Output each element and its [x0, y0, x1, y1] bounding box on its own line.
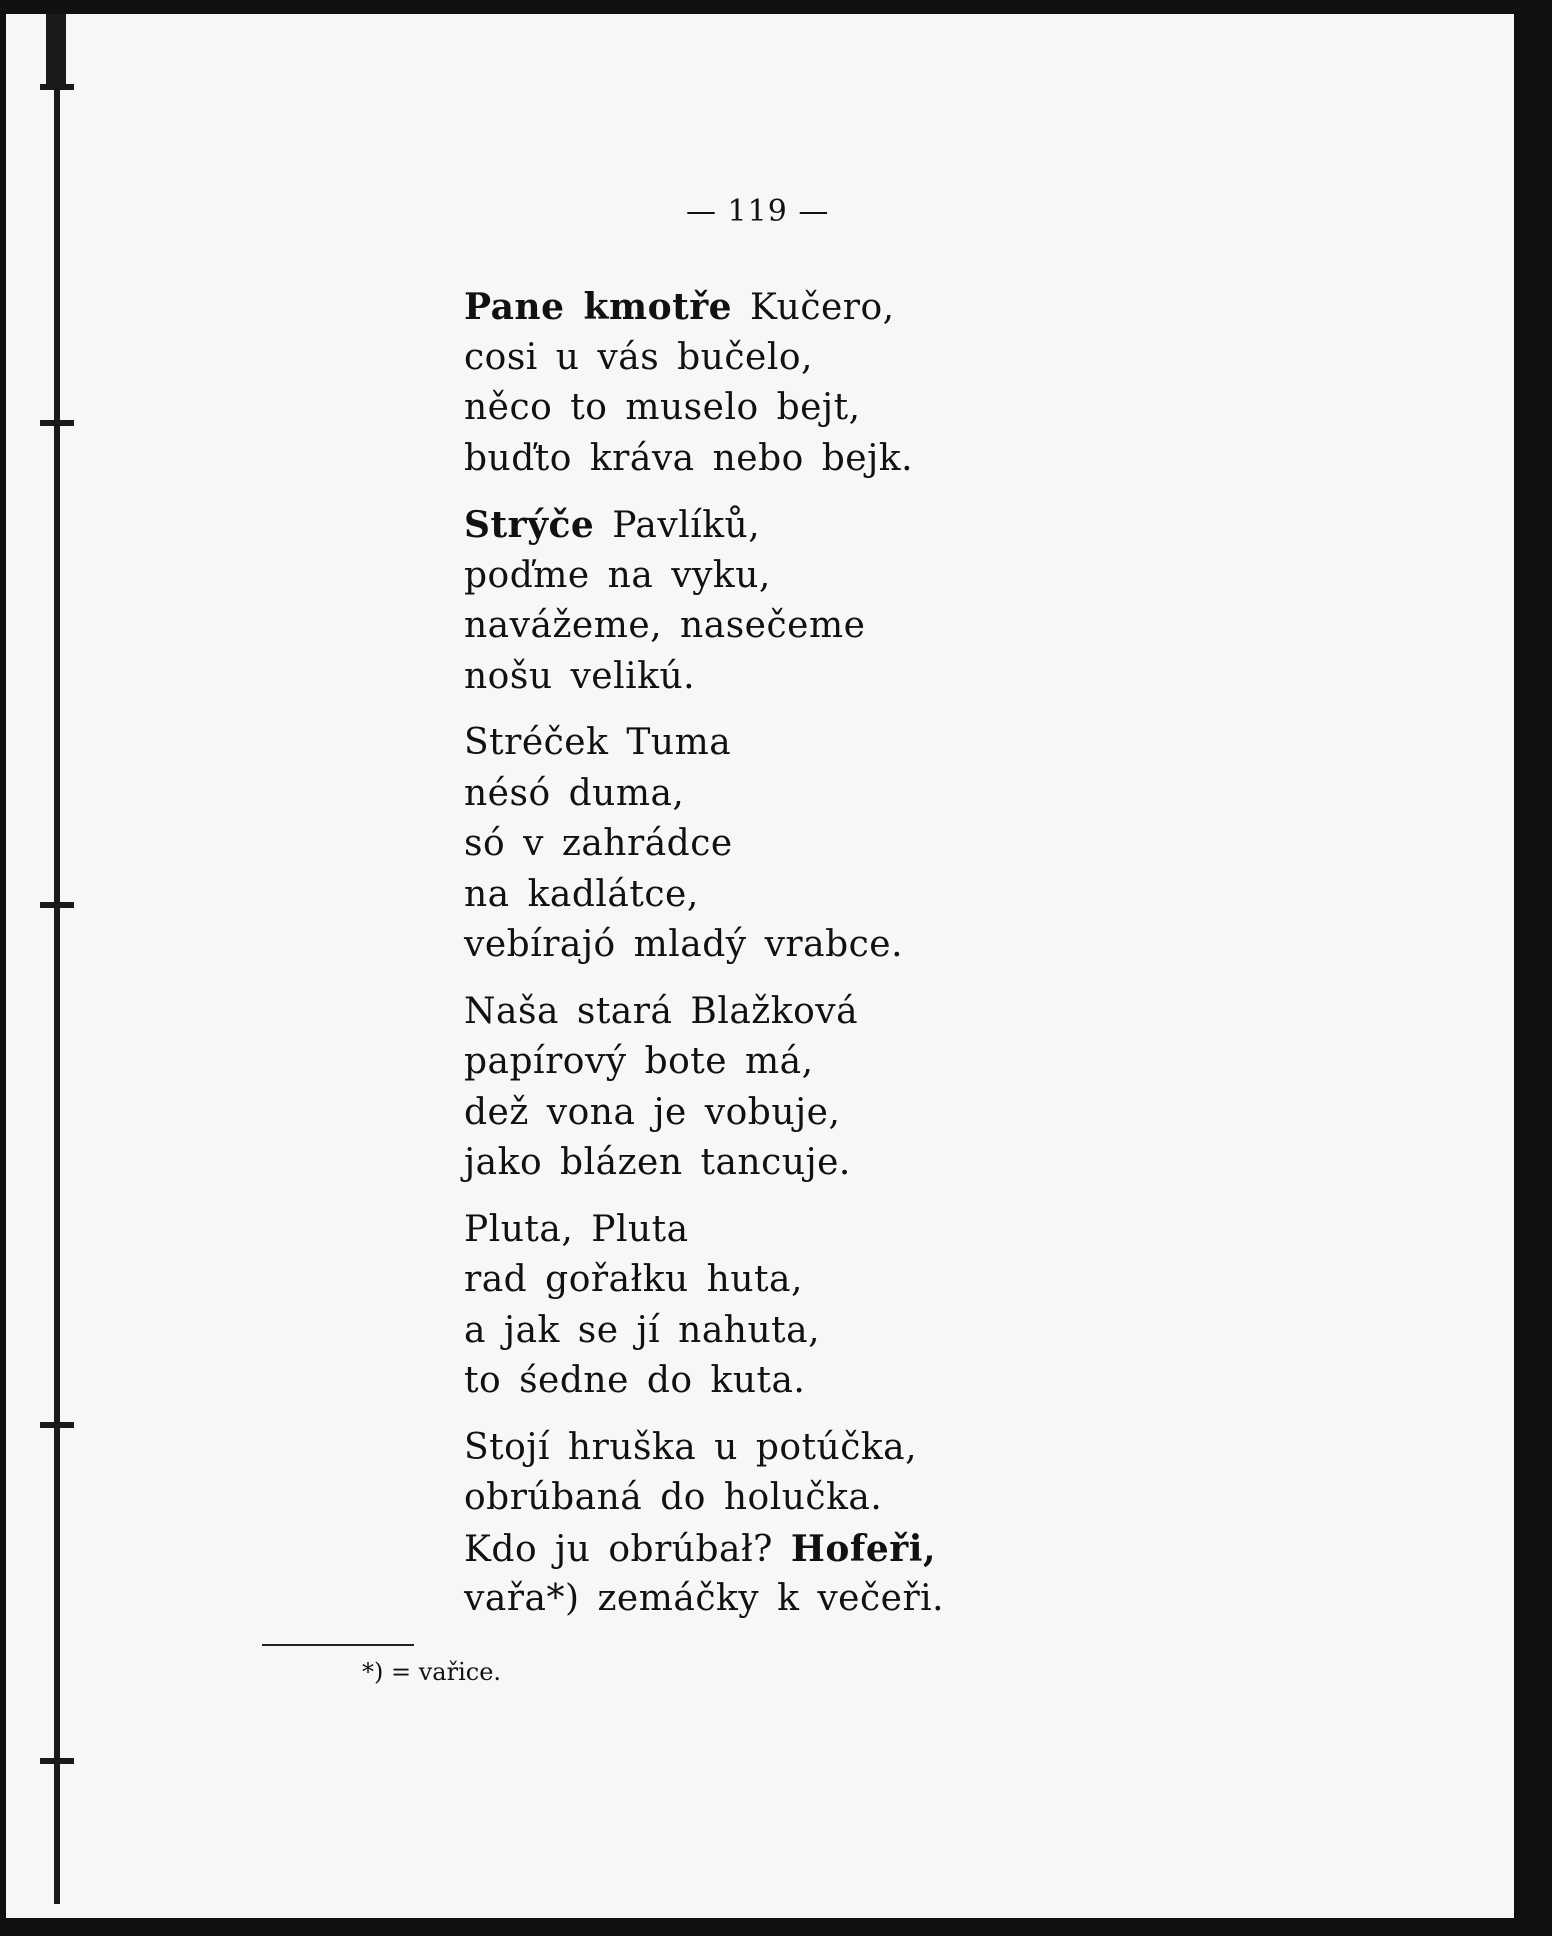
poem-line	[464, 500, 1364, 551]
poem-line	[464, 718, 1364, 769]
line-text: navážeme, nasečeme	[464, 605, 866, 646]
line-text: nésó duma,	[464, 772, 685, 814]
stanza	[464, 282, 1364, 484]
poem-line	[464, 652, 1364, 703]
book-page	[6, 14, 1514, 1918]
line-text: Kučero,	[732, 287, 895, 328]
line-text: Stréček Tuma	[464, 722, 732, 763]
poem-line	[464, 920, 1364, 971]
stanza	[464, 718, 1364, 971]
line-text: nošu velikú.	[464, 655, 696, 697]
poem-line	[464, 769, 1364, 820]
line-text: buďto kráva nebo bejk.	[464, 437, 914, 479]
line-text: to śedne do kuta.	[464, 1360, 806, 1401]
line-text: vařa*) zemáčky k večeři.	[464, 1578, 945, 1619]
poem-line	[464, 551, 1364, 602]
poem	[464, 282, 1364, 1641]
poem-line	[464, 1524, 1364, 1575]
stanza	[464, 1205, 1364, 1407]
stanza	[464, 500, 1364, 702]
line-text: rad gořałku huta,	[464, 1259, 803, 1300]
line-text: só v zahrádce	[464, 823, 733, 864]
binding-spine	[36, 14, 70, 1918]
binding-knot	[40, 84, 74, 90]
binding-knot	[40, 902, 74, 908]
poem-line	[464, 987, 1364, 1038]
line-text: Naša stará Blažková	[464, 990, 859, 1032]
poem-line	[464, 819, 1364, 870]
bold-text: Strýče	[464, 504, 595, 546]
poem-line	[464, 1574, 1364, 1625]
line-text: Kdo ju obrúbał?	[464, 1528, 791, 1570]
poem-line	[464, 1088, 1364, 1139]
line-text: jako blázen tancuje.	[464, 1142, 851, 1183]
line-text: obrúbaná do holučka.	[464, 1477, 883, 1518]
poem-line	[464, 601, 1364, 652]
line-text: dež vona je vobuje,	[464, 1091, 841, 1133]
poem-line	[464, 1423, 1364, 1474]
line-text: cosi u vás bučelo,	[464, 336, 813, 378]
poem-line	[464, 1255, 1364, 1306]
bold-text: Hofeři,	[790, 1527, 936, 1570]
line-text: něco to muselo bejt,	[464, 387, 861, 428]
poem-line	[464, 1306, 1364, 1357]
line-text: papírový bote má,	[464, 1041, 814, 1082]
poem-line	[464, 1037, 1364, 1088]
poem-line	[464, 1356, 1364, 1407]
binding-knot	[40, 1422, 74, 1428]
poem-line	[464, 383, 1364, 434]
poem-line	[464, 1205, 1364, 1256]
footnote-rule	[262, 1644, 414, 1646]
line-text: vebírajó mladý vrabce.	[464, 924, 904, 965]
stanza	[464, 1423, 1364, 1625]
binding-thread	[54, 24, 60, 1904]
line-text: na kadlátce,	[464, 873, 699, 915]
binding-knot	[40, 1758, 74, 1764]
line-text: poďme na vyku,	[464, 554, 771, 596]
bold-text: Pane kmotře	[464, 286, 733, 328]
poem-line	[464, 1473, 1364, 1524]
poem-line	[464, 870, 1364, 921]
line-text: a jak se jí nahuta,	[464, 1309, 821, 1351]
poem-line	[464, 282, 1364, 333]
footnote: *) = vařice.	[362, 1658, 502, 1686]
line-text: Pavlíků,	[594, 505, 761, 546]
stanza	[464, 987, 1364, 1189]
poem-line	[464, 434, 1364, 485]
line-text: Stojí hruška u potúčka,	[464, 1426, 918, 1468]
poem-line	[464, 333, 1364, 384]
binding-knot	[40, 420, 74, 426]
line-text: Pluta, Pluta	[464, 1208, 689, 1250]
page-number: — 119 —	[686, 194, 830, 229]
poem-line	[464, 1138, 1364, 1189]
